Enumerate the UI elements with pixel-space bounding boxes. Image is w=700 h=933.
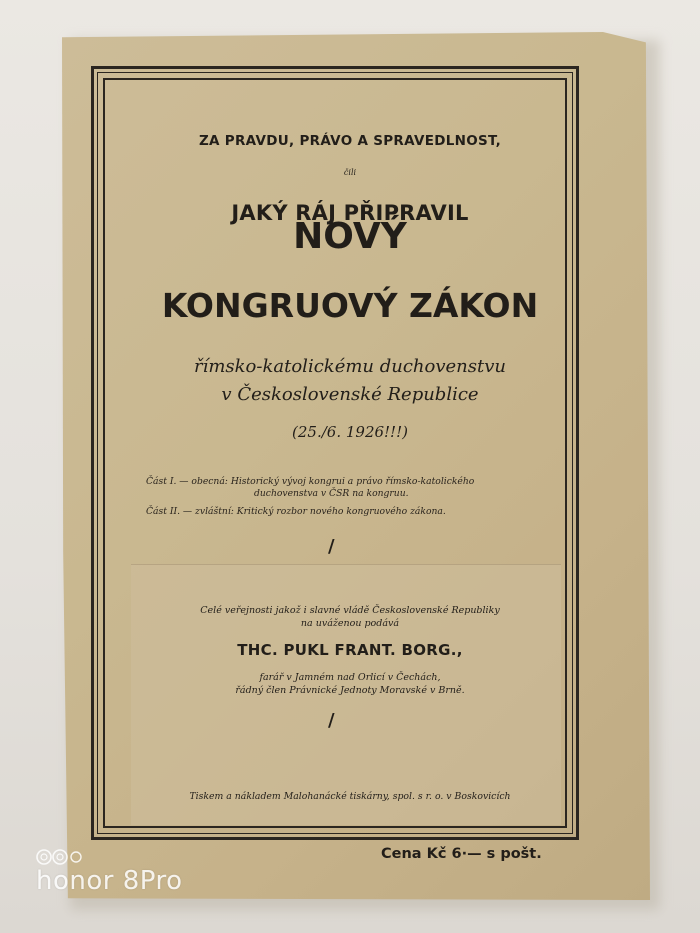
- cili-connector: čili: [343, 168, 357, 177]
- camera-watermark-text: honor 8Pro: [36, 866, 183, 896]
- headline-line3: KONGRUOVÝ ZÁKON: [161, 286, 539, 325]
- subtitle-line1: římsko-katolickému duchovenstvu: [193, 356, 506, 377]
- author-name: THC. PUKL FRANT. BORG.,: [237, 641, 463, 659]
- separator-mark-2: /: [328, 710, 335, 731]
- author-position-line2: řádný člen Právnické Jednoty Moravské v Brně.: [235, 685, 465, 696]
- date: (25./6. 1926!!!): [292, 423, 408, 441]
- part1-description: [146, 476, 566, 500]
- part1-line1: Část I. — obecná: Historický vývoj kongrui a právo římsko-katolického: [146, 476, 475, 487]
- dedication-line1: Celé veřejnosti jakož i slavné vládě Československé Republiky: [200, 605, 500, 616]
- dedication-line2: na uváženou podává: [300, 618, 400, 629]
- subtitle-line2: v Československé Republice: [221, 384, 479, 405]
- camera-watermark-logo-icon: [36, 846, 84, 868]
- price-label: Cena Kč 6·— s pošt.: [381, 846, 542, 862]
- motto: ZA PRAVDU, PRÁVO A SPRAVEDLNOST,: [198, 133, 502, 149]
- headline-line1: JAKÝ RÁJ PŘIPRAVIL: [231, 201, 469, 225]
- headline-line2: NOVÝ: [293, 216, 407, 257]
- separator-mark-1: /: [328, 536, 335, 557]
- printer-imprint: Tiskem a nákladem Malohanácké tiskárny, spol. s r. o. v Boskovicích: [189, 791, 511, 802]
- author-position-line1: farář v Jamném nad Orlicí v Čechách,: [259, 672, 441, 683]
- border-frame-inner: [103, 78, 567, 828]
- part2-description: Část II. — zvláštní: Kritický rozbor nového kongruového zákona.: [146, 506, 446, 517]
- part1-line2: duchovenstva v ČSR na kongruu.: [254, 488, 409, 499]
